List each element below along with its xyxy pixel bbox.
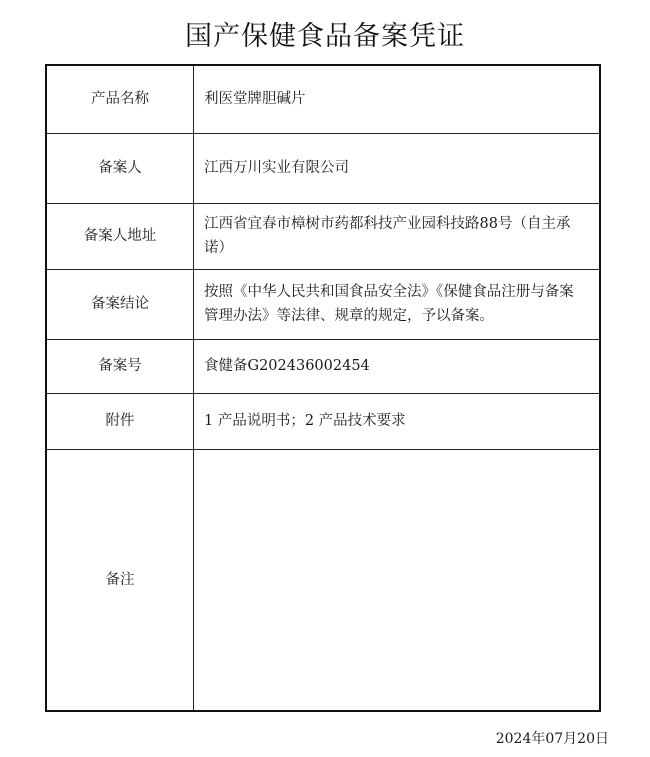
filer-address-label: 备案人地址 (46, 203, 194, 269)
row-attachments (46, 393, 600, 449)
row-filer-address (46, 203, 600, 269)
conclusion-value: 按照《中华人民共和国食品安全法》《保健食品注册与备案管理办法》等法律、规章的规定，予以备案。 (194, 269, 601, 339)
filing-number-value: 食健备G202436002454 (194, 339, 601, 393)
row-filer (46, 133, 600, 203)
filer-label: 备案人 (46, 133, 194, 203)
certificate-table (45, 64, 601, 712)
product-name-label: 产品名称 (46, 65, 194, 133)
row-filing-number (46, 339, 600, 393)
row-remarks (46, 449, 600, 711)
row-product-name (46, 65, 600, 133)
attachments-value: 1 产品说明书；2 产品技术要求 (194, 393, 601, 449)
conclusion-label: 备案结论 (46, 269, 194, 339)
product-name-value: 利医堂牌胆碱片 (194, 65, 601, 133)
attachments-label: 附件 (46, 393, 194, 449)
filer-address-value: 江西省宜春市樟树市药都科技产业园科技路88号（自主承诺） (194, 203, 601, 269)
document-title: 国产保健食品备案凭证 (185, 21, 465, 52)
row-conclusion (46, 269, 600, 339)
filer-value: 江西万川实业有限公司 (194, 133, 601, 203)
remarks-label: 备注 (46, 449, 194, 711)
filing-number-label: 备案号 (46, 339, 194, 393)
issue-date: 2024年07月20日 (495, 731, 609, 747)
remarks-value (194, 449, 601, 711)
